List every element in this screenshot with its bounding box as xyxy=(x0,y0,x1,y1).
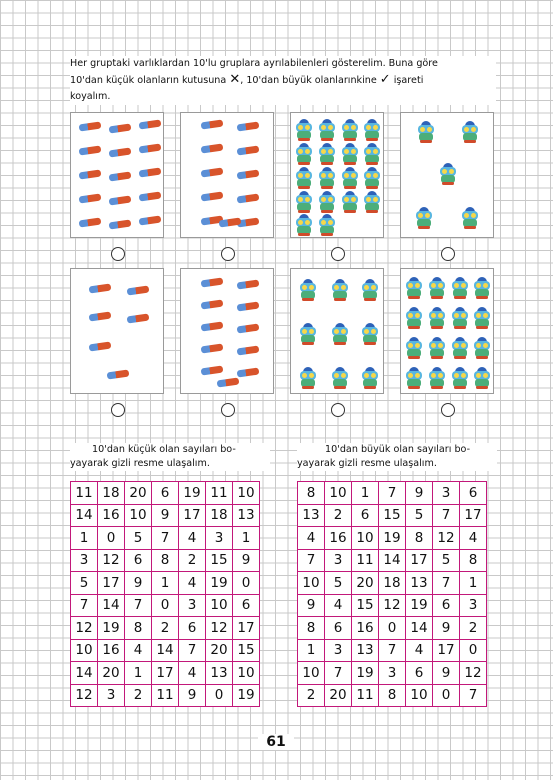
grid-left-cell[interactable]: 17 xyxy=(179,504,206,527)
grid-left-cell[interactable]: 3 xyxy=(71,549,98,572)
grid-right-cell[interactable]: 4 xyxy=(298,527,325,550)
grid-right-cell[interactable]: 2 xyxy=(298,684,325,707)
grid-right-cell[interactable]: 6 xyxy=(352,504,379,527)
grid-left-cell[interactable]: 14 xyxy=(71,662,98,685)
grid-right-cell[interactable]: 9 xyxy=(433,662,460,685)
grid-right-cell[interactable]: 19 xyxy=(379,527,406,550)
grid-left-cell[interactable]: 5 xyxy=(71,572,98,595)
owl-icon xyxy=(318,214,336,236)
grid-left-cell[interactable]: 14 xyxy=(152,639,179,662)
grid-left-cell[interactable]: 2 xyxy=(179,549,206,572)
eraser-icon xyxy=(109,220,132,230)
owl-icon xyxy=(341,143,359,165)
owl-icon xyxy=(295,214,313,236)
owl-icon xyxy=(473,337,491,359)
grid-right-cell[interactable]: 6 xyxy=(460,482,487,505)
grid-right-cell[interactable]: 6 xyxy=(325,617,352,640)
grid-left-cell[interactable]: 9 xyxy=(233,549,260,572)
grid-right-row xyxy=(298,684,487,707)
owl-icon xyxy=(299,279,317,301)
grid-right-cell[interactable]: 12 xyxy=(460,662,487,685)
grid-right-cell[interactable]: 10 xyxy=(298,572,325,595)
owl-icon xyxy=(363,191,381,213)
grid-right-cell[interactable]: 3 xyxy=(325,639,352,662)
grid-left-cell[interactable]: 5 xyxy=(125,527,152,550)
grid-right-cell[interactable]: 3 xyxy=(325,549,352,572)
grid-right-cell[interactable]: 19 xyxy=(406,594,433,617)
task-right xyxy=(297,443,497,471)
grid-left-cell[interactable]: 6 xyxy=(233,594,260,617)
grid-right-row xyxy=(298,482,487,505)
group-box-4 xyxy=(400,112,494,238)
grid-left-cell[interactable]: 14 xyxy=(98,594,125,617)
grid-right-cell[interactable]: 18 xyxy=(379,572,406,595)
eraser-icon xyxy=(127,286,150,296)
answer-circle-3[interactable] xyxy=(331,247,345,261)
grid-right-cell[interactable]: 17 xyxy=(433,639,460,662)
owl-icon xyxy=(363,143,381,165)
group-box-6 xyxy=(180,268,274,394)
grid-left-cell[interactable]: 19 xyxy=(179,482,206,505)
grid-left-cell[interactable]: 1 xyxy=(233,527,260,550)
grid-right-cell[interactable]: 4 xyxy=(325,594,352,617)
grid-left-cell[interactable]: 20 xyxy=(125,482,152,505)
grid-right-row xyxy=(298,662,487,685)
eraser-icon xyxy=(237,194,260,204)
eraser-icon xyxy=(79,122,102,132)
grid-left-cell[interactable]: 7 xyxy=(179,639,206,662)
answer-circle-7[interactable] xyxy=(331,403,345,417)
grid-right-cell[interactable]: 3 xyxy=(433,482,460,505)
grid-right-cell[interactable]: 7 xyxy=(433,504,460,527)
grid-right-cell[interactable]: 6 xyxy=(406,662,433,685)
grid-left-cell[interactable]: 0 xyxy=(98,527,125,550)
owl-icon xyxy=(295,119,313,141)
eraser-icon xyxy=(89,342,112,352)
owl-icon xyxy=(299,367,317,389)
eraser-icon xyxy=(139,216,162,226)
grid-right-cell[interactable]: 10 xyxy=(325,482,352,505)
eraser-icon xyxy=(237,302,260,312)
grid-right-cell[interactable]: 15 xyxy=(352,594,379,617)
eraser-icon xyxy=(201,192,224,202)
grid-right-cell[interactable]: 7 xyxy=(433,572,460,595)
grid-left-cell[interactable]: 10 xyxy=(233,662,260,685)
eraser-icon xyxy=(237,122,260,132)
grid-left-cell[interactable]: 4 xyxy=(179,572,206,595)
grid-left-cell[interactable]: 15 xyxy=(206,549,233,572)
owl-icon xyxy=(451,307,469,329)
owl-icon xyxy=(473,307,491,329)
grid-right-cell[interactable]: 5 xyxy=(325,572,352,595)
grid-right-cell[interactable]: 6 xyxy=(433,594,460,617)
grid-right-cell[interactable]: 8 xyxy=(460,549,487,572)
eraser-icon xyxy=(237,146,260,156)
instruction-line2c: işareti xyxy=(393,75,424,86)
grid-right-cell[interactable]: 14 xyxy=(406,617,433,640)
grid-left-cell[interactable]: 19 xyxy=(206,572,233,595)
grid-right-cell[interactable]: 17 xyxy=(460,504,487,527)
grid-left-cell[interactable]: 10 xyxy=(233,482,260,505)
grid-right-cell[interactable]: 1 xyxy=(352,482,379,505)
owl-icon xyxy=(318,191,336,213)
answer-circle-1[interactable] xyxy=(111,247,125,261)
grid-left-cell[interactable]: 2 xyxy=(152,617,179,640)
grid-right-cell[interactable]: 9 xyxy=(433,617,460,640)
eraser-icon xyxy=(201,300,224,310)
answer-circle-8[interactable] xyxy=(441,403,455,417)
grid-right-cell[interactable]: 9 xyxy=(298,594,325,617)
eraser-icon xyxy=(79,194,102,204)
instruction-line2b: , 10'dan büyük olanlarınkine xyxy=(240,75,377,86)
grid-left-cell[interactable]: 17 xyxy=(233,617,260,640)
grid-right-row xyxy=(298,617,487,640)
grid-left-cell[interactable]: 3 xyxy=(206,527,233,550)
grid-right-cell[interactable]: 4 xyxy=(460,527,487,550)
grid-right-cell[interactable]: 9 xyxy=(406,482,433,505)
owl-icon xyxy=(428,277,446,299)
grid-left-cell[interactable]: 17 xyxy=(152,662,179,685)
owl-icon xyxy=(417,121,435,143)
eraser-icon xyxy=(201,144,224,154)
owl-icon xyxy=(363,167,381,189)
grid-left-cell[interactable]: 11 xyxy=(206,482,233,505)
grid-left-cell[interactable]: 19 xyxy=(233,684,260,707)
grid-right-cell[interactable]: 13 xyxy=(298,504,325,527)
instruction-line2a: 10'dan küçük olanların kutusuna xyxy=(70,75,227,86)
eraser-icon xyxy=(79,170,102,180)
check-mark-icon: ✓ xyxy=(379,72,391,87)
grid-right-cell[interactable]: 1 xyxy=(460,572,487,595)
grid-left-cell[interactable]: 1 xyxy=(152,572,179,595)
grid-right-cell[interactable]: 13 xyxy=(352,639,379,662)
grid-right-row xyxy=(298,594,487,617)
owl-icon xyxy=(451,277,469,299)
task-right-line2: yayarak gizli resme ulaşalım. xyxy=(297,458,437,469)
grid-left-cell[interactable]: 3 xyxy=(179,594,206,617)
owl-icon xyxy=(318,143,336,165)
group-box-3 xyxy=(290,112,384,238)
answer-circle-6[interactable] xyxy=(221,403,235,417)
owl-icon xyxy=(361,367,379,389)
grid-right-row xyxy=(298,527,487,550)
group-box-2 xyxy=(180,112,274,238)
grid-left-cell[interactable]: 9 xyxy=(152,504,179,527)
grid-left-cell[interactable]: 7 xyxy=(125,594,152,617)
grid-left-cell[interactable]: 20 xyxy=(98,662,125,685)
grid-right-cell[interactable]: 7 xyxy=(379,482,406,505)
instruction-line3: koyalım. xyxy=(70,91,111,102)
owl-icon xyxy=(318,119,336,141)
grid-left-cell[interactable]: 19 xyxy=(98,617,125,640)
page-number: 61 xyxy=(258,734,294,750)
grid-left-cell[interactable]: 9 xyxy=(179,684,206,707)
grid-left-cell[interactable]: 7 xyxy=(152,527,179,550)
grid-left-cell[interactable]: 0 xyxy=(152,594,179,617)
grid-left-cell[interactable]: 0 xyxy=(233,572,260,595)
grid-right-cell[interactable]: 3 xyxy=(460,594,487,617)
grid-left-row xyxy=(71,549,260,572)
grid-left-cell[interactable]: 12 xyxy=(71,617,98,640)
owl-icon xyxy=(295,167,313,189)
grid-left-cell[interactable]: 6 xyxy=(125,549,152,572)
grid-left-row xyxy=(71,527,260,550)
grid-left-row xyxy=(71,482,260,505)
eraser-icon xyxy=(139,120,162,130)
x-mark-icon: ✕ xyxy=(229,72,241,87)
grid-right-cell[interactable]: 0 xyxy=(433,684,460,707)
owl-icon xyxy=(428,337,446,359)
eraser-icon xyxy=(109,148,132,158)
eraser-icon xyxy=(201,366,224,376)
grid-left-row xyxy=(71,639,260,662)
eraser-icon xyxy=(139,168,162,178)
grid-right-cell[interactable]: 8 xyxy=(379,684,406,707)
grid-left-cell[interactable]: 2 xyxy=(125,684,152,707)
answer-circle-2[interactable] xyxy=(221,247,235,261)
grid-left-cell[interactable]: 8 xyxy=(125,617,152,640)
grid-left-cell[interactable]: 6 xyxy=(152,482,179,505)
grid-left-cell[interactable]: 12 xyxy=(206,617,233,640)
eraser-icon xyxy=(109,196,132,206)
grid-left-cell[interactable]: 4 xyxy=(179,527,206,550)
eraser-icon xyxy=(139,144,162,154)
grid-left-cell[interactable]: 10 xyxy=(125,504,152,527)
grid-right-cell[interactable]: 5 xyxy=(433,549,460,572)
grid-right-cell[interactable]: 7 xyxy=(460,684,487,707)
grid-right-cell[interactable]: 12 xyxy=(433,527,460,550)
grid-right-cell[interactable]: 0 xyxy=(460,639,487,662)
owl-icon xyxy=(428,307,446,329)
grid-right-cell[interactable]: 5 xyxy=(406,504,433,527)
grid-left-cell[interactable]: 10 xyxy=(206,594,233,617)
grid-right-row xyxy=(298,504,487,527)
grid-left-cell[interactable]: 6 xyxy=(179,617,206,640)
owl-icon xyxy=(439,163,457,185)
owl-icon xyxy=(341,191,359,213)
grid-right-cell[interactable]: 17 xyxy=(406,549,433,572)
eraser-icon xyxy=(79,218,102,228)
owl-icon xyxy=(473,277,491,299)
grid-right-row xyxy=(298,549,487,572)
grid-left-cell[interactable]: 1 xyxy=(125,662,152,685)
task-right-line1: 10'dan büyük olan sayıları bo- xyxy=(325,444,471,455)
owl-icon xyxy=(451,337,469,359)
grid-right-cell[interactable]: 3 xyxy=(379,662,406,685)
grid-right-cell[interactable]: 8 xyxy=(298,482,325,505)
eraser-icon xyxy=(127,314,150,324)
instruction xyxy=(70,56,496,105)
grid-right-cell[interactable]: 8 xyxy=(406,527,433,550)
eraser-icon xyxy=(201,322,224,332)
grid-right-cell[interactable]: 2 xyxy=(460,617,487,640)
grid-right-cell[interactable]: 7 xyxy=(325,662,352,685)
grid-left-cell[interactable]: 1 xyxy=(71,527,98,550)
grid-right-cell[interactable]: 10 xyxy=(352,527,379,550)
grid-right-cell[interactable]: 10 xyxy=(406,684,433,707)
eraser-icon xyxy=(201,344,224,354)
grid-right-cell[interactable]: 10 xyxy=(298,662,325,685)
grid-right-cell[interactable]: 7 xyxy=(298,549,325,572)
grid-left-cell[interactable]: 20 xyxy=(206,639,233,662)
eraser-icon xyxy=(237,170,260,180)
owl-icon xyxy=(461,207,479,229)
owl-icon xyxy=(331,279,349,301)
grid-left-cell[interactable]: 17 xyxy=(98,572,125,595)
grid-left-cell[interactable]: 16 xyxy=(98,639,125,662)
grid-right-cell[interactable]: 7 xyxy=(379,639,406,662)
grid-right-cell[interactable]: 4 xyxy=(406,639,433,662)
grid-left-cell[interactable]: 12 xyxy=(98,549,125,572)
group-box-5 xyxy=(70,268,164,394)
grid-right-cell[interactable]: 14 xyxy=(379,549,406,572)
grid-right-cell[interactable]: 20 xyxy=(325,684,352,707)
number-grid-left xyxy=(70,481,260,707)
owl-icon xyxy=(318,167,336,189)
grid-left-cell[interactable]: 13 xyxy=(233,504,260,527)
eraser-icon xyxy=(107,370,130,380)
eraser-icon xyxy=(109,124,132,134)
eraser-icon xyxy=(109,172,132,182)
owl-icon xyxy=(341,119,359,141)
eraser-icon xyxy=(79,146,102,156)
grid-left-cell[interactable]: 12 xyxy=(71,684,98,707)
eraser-icon xyxy=(237,368,260,378)
grid-left-cell[interactable]: 18 xyxy=(206,504,233,527)
group-box-7 xyxy=(290,268,384,394)
owl-icon xyxy=(415,207,433,229)
eraser-icon xyxy=(201,278,224,288)
owl-icon xyxy=(405,307,423,329)
grid-right-cell[interactable]: 8 xyxy=(298,617,325,640)
task-left-line1: 10'dan küçük olan sayıları bo- xyxy=(92,444,236,455)
owl-icon xyxy=(341,167,359,189)
group-box-8 xyxy=(400,268,494,394)
task-left-line2: yayarak gizli resme ulaşalım. xyxy=(70,458,210,469)
grid-left-cell[interactable]: 4 xyxy=(125,639,152,662)
eraser-icon xyxy=(89,284,112,294)
grid-right-cell[interactable]: 15 xyxy=(379,504,406,527)
eraser-icon xyxy=(139,192,162,202)
answer-circle-5[interactable] xyxy=(111,403,125,417)
eraser-icon xyxy=(237,324,260,334)
eraser-icon xyxy=(237,280,260,290)
owl-icon xyxy=(363,119,381,141)
eraser-icon xyxy=(237,346,260,356)
owl-icon xyxy=(405,337,423,359)
owl-icon xyxy=(405,367,423,389)
grid-left-cell[interactable]: 14 xyxy=(71,504,98,527)
grid-left-row xyxy=(71,684,260,707)
owl-icon xyxy=(473,367,491,389)
owl-icon xyxy=(405,277,423,299)
number-grid-right xyxy=(297,481,487,707)
owl-icon xyxy=(361,323,379,345)
owl-icon xyxy=(461,121,479,143)
grid-right-cell[interactable]: 11 xyxy=(352,549,379,572)
grid-left-cell[interactable]: 10 xyxy=(71,639,98,662)
grid-right-row xyxy=(298,572,487,595)
owl-icon xyxy=(361,279,379,301)
grid-left-cell[interactable]: 11 xyxy=(152,684,179,707)
grid-left-cell[interactable]: 4 xyxy=(179,662,206,685)
eraser-icon xyxy=(201,120,224,130)
eraser-icon xyxy=(89,312,112,322)
grid-right-cell[interactable]: 1 xyxy=(298,639,325,662)
group-box-1 xyxy=(70,112,164,238)
eraser-icon xyxy=(201,168,224,178)
grid-left-cell[interactable]: 0 xyxy=(206,684,233,707)
answer-circle-4[interactable] xyxy=(441,247,455,261)
grid-left-cell[interactable]: 8 xyxy=(152,549,179,572)
owl-icon xyxy=(428,367,446,389)
owl-icon xyxy=(295,143,313,165)
owl-icon xyxy=(331,323,349,345)
grid-right-row xyxy=(298,639,487,662)
grid-right-cell[interactable]: 16 xyxy=(352,617,379,640)
task-left xyxy=(70,443,270,471)
grid-right-cell[interactable]: 11 xyxy=(352,684,379,707)
instruction-line1: Her gruptaki varlıklardan 10'lu gruplara ayrılabilenleri gösterelim. Buna göre xyxy=(70,58,438,69)
owl-icon xyxy=(295,191,313,213)
owl-icon xyxy=(451,367,469,389)
grid-left-row xyxy=(71,504,260,527)
grid-right-cell[interactable]: 20 xyxy=(352,572,379,595)
grid-left-cell[interactable]: 18 xyxy=(98,482,125,505)
grid-right-cell[interactable]: 0 xyxy=(379,617,406,640)
grid-left-cell[interactable]: 13 xyxy=(206,662,233,685)
grid-left-row xyxy=(71,594,260,617)
grid-right-cell[interactable]: 16 xyxy=(325,527,352,550)
grid-left-cell[interactable]: 11 xyxy=(71,482,98,505)
grid-right-cell[interactable]: 12 xyxy=(379,594,406,617)
grid-left-cell[interactable]: 7 xyxy=(71,594,98,617)
grid-left-row xyxy=(71,662,260,685)
owl-icon xyxy=(331,367,349,389)
grid-left-cell[interactable]: 9 xyxy=(125,572,152,595)
grid-left-row xyxy=(71,572,260,595)
eraser-icon xyxy=(217,378,240,388)
grid-left-cell[interactable]: 16 xyxy=(98,504,125,527)
grid-right-cell[interactable]: 2 xyxy=(325,504,352,527)
grid-left-cell[interactable]: 3 xyxy=(98,684,125,707)
owl-icon xyxy=(299,323,317,345)
grid-left-cell[interactable]: 15 xyxy=(233,639,260,662)
grid-right-cell[interactable]: 19 xyxy=(352,662,379,685)
grid-right-cell[interactable]: 13 xyxy=(406,572,433,595)
grid-left-row xyxy=(71,617,260,640)
